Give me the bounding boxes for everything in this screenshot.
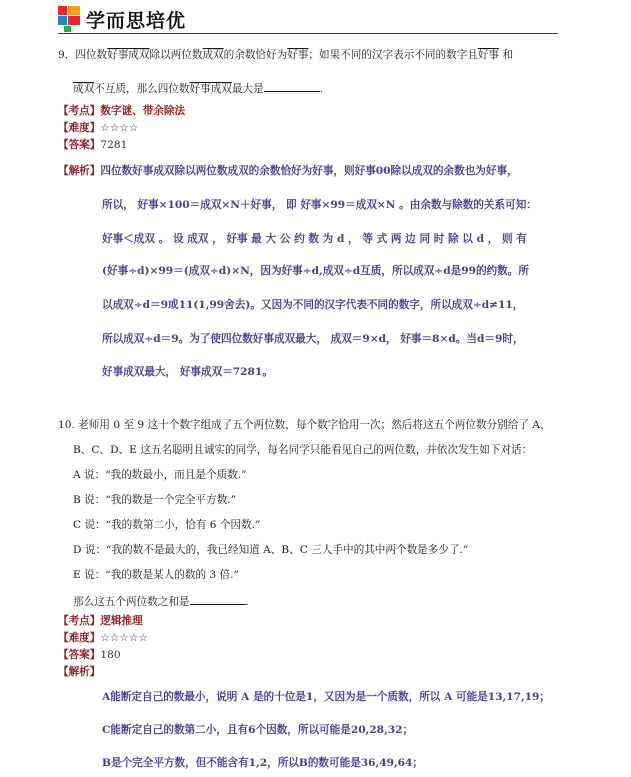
- q9-nandu: 【难度】☆☆☆☆: [58, 122, 139, 134]
- q9-kaodian: 【考点】数字谜、带余除法: [58, 105, 186, 117]
- q9-analysis-line3: 好事＜成双 。 设 成双 ， 好事 最 大 公 约 数 为 d ， 等 式 两 边 同 时 除 以 d ， 则 有: [102, 233, 527, 245]
- difficulty-stars-icon: ☆☆☆☆: [100, 122, 139, 134]
- answer-blank: [190, 594, 246, 605]
- difficulty-stars-icon: ☆☆☆☆☆: [100, 632, 148, 644]
- q10-kaodian: 【考点】逻辑推理: [58, 615, 143, 627]
- brand-name: 学而思培优: [86, 9, 187, 32]
- q10-question: 那么这五个两位数之和是 .: [73, 596, 249, 608]
- q10-nandu: 【难度】☆☆☆☆☆: [58, 632, 148, 644]
- q10-analysis-line3: B是个完全平方数，但不能含有1,2，所以B的数可能是36,49,64；: [102, 757, 424, 769]
- q10-statement-e: E 说：“我的数是某人的数的 3 倍.”: [73, 569, 239, 581]
- q10-statement-b: B 说：“我的数是一个完全平方数.”: [73, 494, 237, 506]
- q10-statement-c: C 说：“我的数第二小，恰有 6 个因数.”: [73, 519, 261, 531]
- q9-stem-line2: 成双不互质，那么四位数好事成双最大是 .: [73, 83, 324, 95]
- q10-statement-d: D 说：“我的数不是最大的，我已经知道 A、B、C 三人手中的其中两个数是多少了.”: [73, 544, 469, 556]
- q9-answer: 【答案】7281: [58, 139, 128, 151]
- q10-stem-line2: B、C、D、E 这五名聪明且诚实的同学，每名同学只能看见自己的两位数，并依次发生如下对话：: [73, 444, 533, 456]
- logo-mark-icon: [58, 6, 82, 32]
- answer-blank: [264, 81, 320, 92]
- q9-analysis-line7: 好事成双最大， 好事成双＝7281。: [102, 366, 273, 378]
- q10-statement-a: A 说：“我的数最小，而且是个质数.”: [73, 469, 247, 481]
- q9-analysis-line6: 所以成双÷d＝9。为了使四位数好事成双最大， 成双＝9×d， 好事＝8×d。当d＝9时，: [102, 333, 524, 345]
- q10-analysis-label: 【解析】: [58, 666, 101, 678]
- q10-stem-line1: 10. 老师用 0 至 9 这十个数字组成了五个两位数，每个数字恰用一次；然后将这五个两位数分别给了 A、: [58, 419, 551, 431]
- q10-answer: 【答案】180: [58, 649, 121, 661]
- q9-analysis-line4: (好事÷d)×99＝(成双÷d)×N，因为好事÷d,成双÷d互质，所以成双÷d是99的约数。所: [102, 265, 529, 277]
- q9-stem-line1: 9．四位数好事成双除以两位数成双的余数恰好为好事；如果不同的汉字表示不同的数字且好事 和: [58, 49, 514, 61]
- brand-logo: [58, 5, 186, 33]
- header-divider: [58, 33, 558, 34]
- q9-analysis-line2: 所以， 好事×100＝成双×N＋好事， 即 好事×99＝成双×N 。由余数与除数的关系可知：: [102, 199, 537, 211]
- q10-analysis-line1: A能断定自己的数最小，说明 A 是的十位是1，又因为是一个质数，所以 A 可能是13,17,19；: [102, 691, 550, 703]
- q9-analysis-line5: 以成双÷d＝9或11(1,99舍去)。又因为不同的汉字代表不同的数字，所以成双÷d≠11，: [102, 299, 524, 311]
- q10-analysis-line2: C能断定自己的数第二小，且有6个因数，所以可能是20,28,32；: [102, 724, 414, 736]
- q9-analysis-line1: 【解析】四位数好事成双除以两位数成双的余数恰好为好事，则好事00除以成双的余数也为好事，: [58, 165, 518, 177]
